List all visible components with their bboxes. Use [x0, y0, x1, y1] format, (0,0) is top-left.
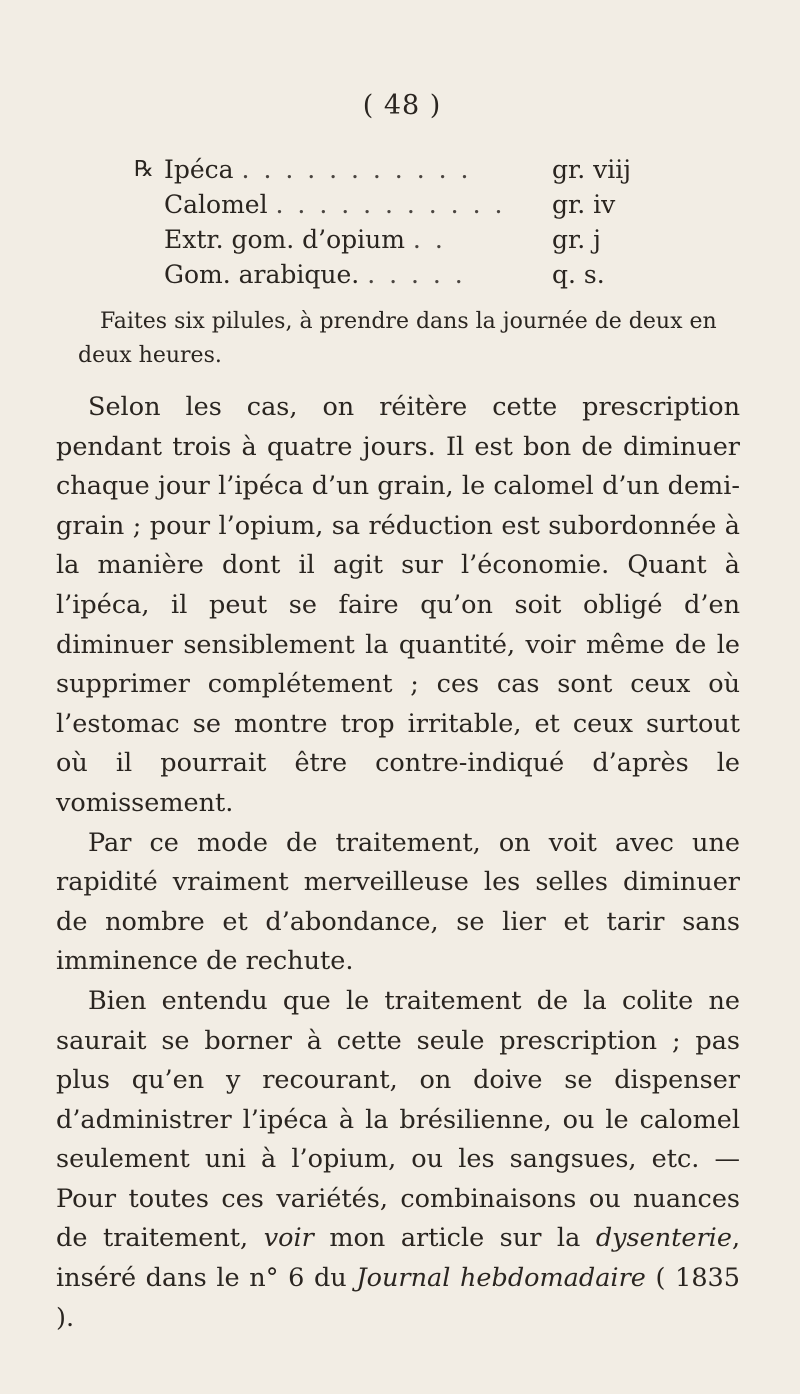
emphasis-voir: voir	[263, 1223, 314, 1254]
prescription-row	[134, 222, 654, 257]
ingredient-name: Extr. gom. d’opium . .	[164, 225, 446, 254]
ingredient-quantity: gr. j	[552, 225, 601, 254]
emphasis-dysenterie: dysenterie	[595, 1223, 732, 1254]
journal-title: Journal hebdomadaire	[356, 1263, 646, 1294]
ingredient-name: Gom. arabique. . . . . .	[164, 260, 466, 289]
prescription-row	[134, 152, 654, 187]
prescription-row	[134, 257, 654, 292]
ingredient-quantity: gr. viij	[552, 155, 631, 184]
page-number: ( 48 )	[362, 90, 442, 121]
ingredient-name: Ipéca . . . . . . . . . . .	[164, 155, 472, 184]
ingredient-quantity: q. s.	[552, 260, 605, 289]
body-text	[56, 388, 740, 1338]
ingredient-quantity: gr. iv	[552, 190, 616, 219]
paragraph: Bien entendu que le traitement de la colite ne saurait se borner à cette seule prescription ; pas plus qu’en y recourant, on doive se dispenser d’administrer l’ipéca à la brésilienne, ou le calomel seulement uni à l’opium, ou les sangsues, etc. — Pour toutes ces variétés, combinaisons ou nuances de traitement, voir mon article sur la dysenterie, inséré dans le n° 6 du Journal hebdomadaire ( 1835 ).	[56, 985, 741, 1333]
prescription-list	[134, 152, 654, 292]
prescription-row	[134, 187, 654, 222]
rx-symbol-icon: ℞	[134, 157, 154, 182]
ingredient-name: Calomel . . . . . . . . . . .	[164, 190, 506, 219]
prescription-instructions: Faites six pilules, à prendre dans la journée de deux en deux heures.	[78, 309, 717, 368]
paragraph: Selon les cas, on réitère cette prescription pendant trois à quatre jours. Il est bon de diminuer chaque jour l’ipéca d’un grain, le calomel d’un demi-grain ; pour l’opium, sa réduction est subordonnée à la manière dont il agit sur l’économie. Quant à l’ipéca, il peut se faire qu’on soit obligé d’en diminuer sensiblement la quantité, voir même de le supprimer complétement ; ces cas sont ceux où l’estomac se montre trop irritable, et ceux surtout où il pourrait être contre-indiqué d’après le vomissement.	[56, 392, 740, 818]
paragraph: Par ce mode de traitement, on voit avec une rapidité vraiment merveilleuse les selles diminuer de nombre et d’abondance, se lier et tarir sans imminence de rechute.	[56, 827, 740, 977]
